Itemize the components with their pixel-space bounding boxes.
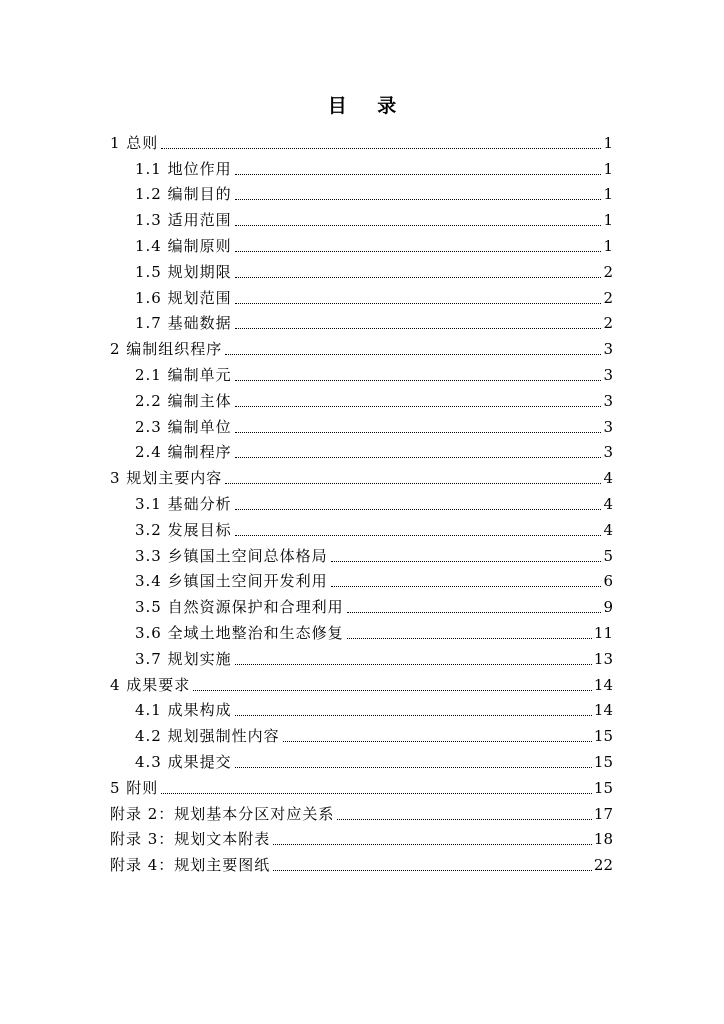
toc-entry[interactable]	[110, 720, 613, 746]
toc-dot-leader	[225, 483, 601, 484]
toc-entry-page-number: 17	[593, 804, 613, 823]
toc-entry-page-number: 2	[603, 288, 613, 307]
toc-entry-page-number: 1	[603, 133, 613, 152]
toc-dot-leader	[235, 535, 602, 536]
toc-entry[interactable]	[110, 643, 613, 669]
toc-dot-leader	[235, 406, 602, 407]
toc-dot-leader	[235, 303, 602, 304]
toc-entry-label: 4.3 成果提交	[135, 752, 232, 771]
toc-dot-leader	[235, 509, 602, 510]
toc-dot-leader	[337, 819, 592, 820]
toc-entry-page-number: 1	[603, 236, 613, 255]
toc-entry-label: 2.2 编制主体	[135, 391, 232, 410]
toc-entry-page-number: 1	[603, 211, 613, 230]
toc-entry-page-number: 15	[593, 778, 613, 797]
toc-entry[interactable]	[110, 591, 613, 617]
toc-entry-label: 2.1 编制单元	[135, 365, 232, 384]
toc-entry-page-number: 14	[593, 675, 613, 694]
toc-entry[interactable]	[110, 746, 613, 772]
toc-dot-leader	[273, 870, 592, 871]
toc-entry-label: 1.1 地位作用	[135, 159, 232, 178]
toc-entry-page-number: 15	[593, 727, 613, 746]
toc-entry[interactable]	[110, 230, 613, 256]
toc-entry[interactable]	[110, 849, 613, 875]
toc-dot-leader	[347, 612, 602, 613]
toc-entry[interactable]	[110, 308, 613, 334]
toc-entry-label: 4 成果要求	[110, 675, 191, 694]
toc-entry[interactable]	[110, 411, 613, 437]
toc-entry[interactable]	[110, 282, 613, 308]
toc-entry[interactable]	[110, 669, 613, 695]
toc-entry[interactable]	[110, 204, 613, 230]
toc-dot-leader	[235, 174, 602, 175]
toc-entry[interactable]	[110, 462, 613, 488]
toc-dot-leader	[161, 793, 592, 794]
toc-entry-label: 1.7 基础数据	[135, 314, 232, 333]
toc-entry-page-number: 15	[593, 752, 613, 771]
toc-dot-leader	[235, 664, 592, 665]
toc-entry[interactable]	[110, 437, 613, 463]
table-of-contents	[110, 127, 613, 875]
toc-dot-leader	[235, 199, 602, 200]
toc-entry-label: 2.4 编制程序	[135, 443, 232, 462]
toc-entry-label: 1.6 规划范围	[135, 288, 232, 307]
toc-entry[interactable]	[110, 540, 613, 566]
toc-entry-page-number: 14	[593, 701, 613, 720]
toc-entry-page-number: 3	[603, 365, 613, 384]
toc-entry-label: 3.6 全域土地整治和生态修复	[135, 623, 344, 642]
toc-entry[interactable]	[110, 153, 613, 179]
toc-entry[interactable]	[110, 798, 613, 824]
toc-entry-label: 3.2 发展目标	[135, 520, 232, 539]
toc-dot-leader	[235, 380, 602, 381]
toc-entry[interactable]	[110, 333, 613, 359]
toc-entry[interactable]	[110, 514, 613, 540]
toc-entry-page-number: 9	[603, 598, 613, 617]
toc-entry-page-number: 3	[603, 417, 613, 436]
toc-entry-page-number: 1	[603, 185, 613, 204]
toc-dot-leader	[235, 715, 592, 716]
toc-entry[interactable]	[110, 488, 613, 514]
toc-entry-page-number: 2	[603, 262, 613, 281]
toc-dot-leader	[235, 277, 602, 278]
toc-entry-label: 1.3 适用范围	[135, 211, 232, 230]
toc-dot-leader	[235, 767, 592, 768]
toc-entry-page-number: 4	[603, 520, 613, 539]
toc-dot-leader	[161, 148, 601, 149]
toc-entry-page-number: 22	[593, 856, 613, 875]
toc-entry-page-number: 3	[603, 391, 613, 410]
toc-entry-label: 附录 4：规划主要图纸	[110, 856, 271, 875]
toc-entry-label: 3.3 乡镇国土空间总体格局	[135, 546, 328, 565]
toc-dot-leader	[225, 354, 601, 355]
toc-entry[interactable]	[110, 179, 613, 205]
toc-entry-label: 附录 3：规划文本附表	[110, 830, 271, 849]
toc-dot-leader	[283, 741, 592, 742]
toc-entry-label: 2 编制组织程序	[110, 340, 223, 359]
page-title: 目 录	[327, 95, 409, 117]
toc-dot-leader	[331, 586, 602, 587]
toc-entry-page-number: 2	[603, 314, 613, 333]
toc-entry-label: 3.4 乡镇国土空间开发利用	[135, 572, 328, 591]
toc-dot-leader	[347, 638, 592, 639]
toc-entry-page-number: 3	[603, 340, 613, 359]
toc-dot-leader	[331, 561, 602, 562]
toc-entry-label: 4.2 规划强制性内容	[135, 727, 280, 746]
toc-entry[interactable]	[110, 617, 613, 643]
toc-dot-leader	[235, 328, 602, 329]
toc-entry-label: 2.3 编制单位	[135, 417, 232, 436]
toc-entry-page-number: 6	[603, 572, 613, 591]
toc-entry-label: 1.5 规划期限	[135, 262, 232, 281]
toc-entry-page-number: 11	[593, 623, 613, 642]
toc-entry-label: 4.1 成果构成	[135, 701, 232, 720]
toc-dot-leader	[235, 251, 602, 252]
toc-entry-page-number: 3	[603, 443, 613, 462]
toc-entry[interactable]	[110, 824, 613, 850]
toc-dot-leader	[235, 432, 602, 433]
toc-dot-leader	[235, 225, 602, 226]
toc-entry-label: 1.4 编制原则	[135, 236, 232, 255]
toc-entry-page-number: 1	[603, 159, 613, 178]
toc-entry[interactable]	[110, 385, 613, 411]
toc-entry-page-number: 4	[603, 494, 613, 513]
toc-entry-page-number: 13	[593, 649, 613, 668]
toc-entry-label: 3 规划主要内容	[110, 469, 223, 488]
toc-entry[interactable]	[110, 256, 613, 282]
toc-entry[interactable]	[110, 695, 613, 721]
toc-dot-leader	[193, 690, 592, 691]
toc-entry-label: 1 总则	[110, 133, 159, 152]
toc-entry-page-number: 5	[603, 546, 613, 565]
toc-entry-label: 3.7 规划实施	[135, 649, 232, 668]
toc-entry[interactable]	[110, 127, 613, 153]
toc-dot-leader	[273, 844, 592, 845]
toc-entry[interactable]	[110, 566, 613, 592]
toc-entry-page-number: 18	[593, 830, 613, 849]
toc-entry-page-number: 4	[603, 469, 613, 488]
toc-entry[interactable]	[110, 772, 613, 798]
toc-entry-label: 1.2 编制目的	[135, 185, 232, 204]
toc-entry-label: 附录 2：规划基本分区对应关系	[110, 804, 335, 823]
toc-entry-label: 5 附则	[110, 778, 159, 797]
toc-entry-label: 3.1 基础分析	[135, 494, 232, 513]
toc-entry-label: 3.5 自然资源保护和合理利用	[135, 598, 344, 617]
toc-dot-leader	[235, 457, 602, 458]
toc-entry[interactable]	[110, 359, 613, 385]
